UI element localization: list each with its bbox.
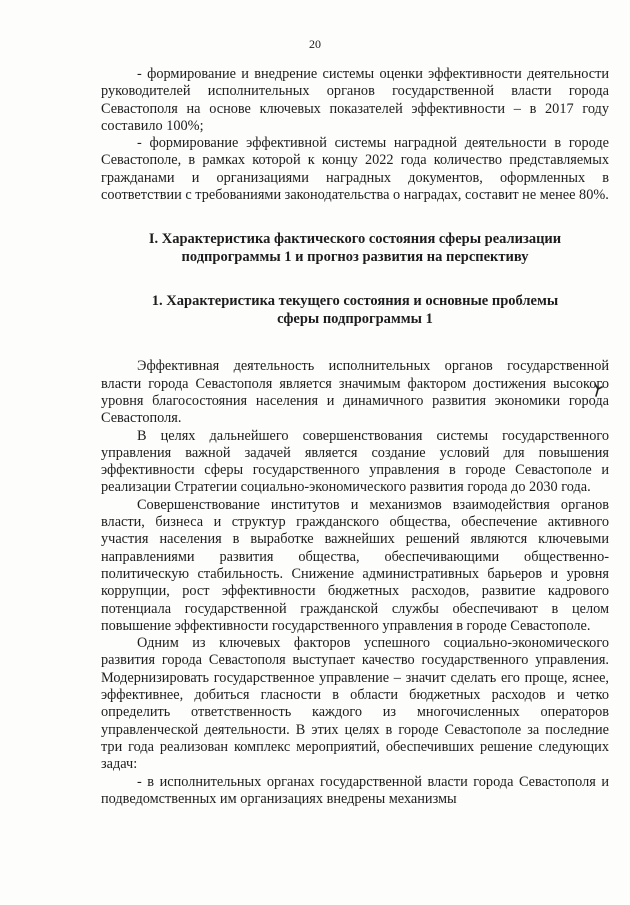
paragraph-improvement-goals: В целях дальнейшего совершенствования системы государственного управления важной задачей является создание условий для повышения эффективности сферы государственного управления в городе Севастополе и реализации Стратегии социально-экономического развития города до 2030 года.: [101, 427, 609, 496]
page-number: 20: [309, 37, 321, 51]
paragraph-key-factors: Одним из ключевых факторов успешного социально-экономического развития города Севастополя выступает качество государственного управления. Модернизировать государственное управление – значит сделать его проще, яснее, эффективнее, добиться гласности в области бюджетных расходов и четко определить ответственность каждого из многочисленных операторов управленческой деятельности. В этих целях в городе Севастополе за последние три года реализован комплекс мероприятий, обеспечивших решение следующих задач:: [101, 635, 609, 773]
document-body: [101, 66, 609, 808]
paragraph-effective-activity: Эффективная деятельность исполнительных органов государственной власти города Севастополя является значимым фактором достижения высокого уровня благосостояния населения и динамичного развития экономики города Севастополя.: [101, 358, 609, 427]
subsection-heading: 1. Характеристика текущего состояния и основные проблемы сферы подпрограммы 1: [151, 293, 559, 328]
bullet-item-kpi: - формирование и внедрение системы оценки эффективности деятельности руководителей исполнительных органов государственной власти города Севастополя на основе ключевых показателей эффективности – в 2017 году составило 100%;: [101, 66, 609, 134]
body-paragraphs: [101, 358, 609, 808]
pen-mark-icon: [592, 383, 604, 397]
bullet-item-mechanisms: - в исполнительных органах государственной власти города Севастополя и подведомственных им организациях внедрены механизмы: [101, 773, 609, 807]
bullet-item-awards: - формирование эффективной системы наградной деятельности в городе Севастополе, в рамках которой к концу 2022 года количество представляемых гражданами и организациями наградных документов, оформленных в соответствии с требованиями законодательства о наградах, составит не менее 80%.: [101, 135, 609, 204]
section-heading: I. Характеристика фактического состояния сферы реализации подпрограммы 1 и прогноз развития на перспективу: [148, 231, 562, 266]
paragraph-institutions: Совершенствование институтов и механизмов взаимодействия органов власти, бизнеса и структур гражданского общества, обеспечение активного участия населения в выработке важнейших решений являются ключевыми направлениями развития общества, обеспечивающими общественно-политическую стабильность. Снижение административных барьеров и уровня коррупции, рост эффективности бюджетных расходов, развитие кадрового потенциала государственной гражданской службы обеспечивают в целом повышение эффективности государственного управления в городе Севастополе.: [101, 496, 609, 634]
